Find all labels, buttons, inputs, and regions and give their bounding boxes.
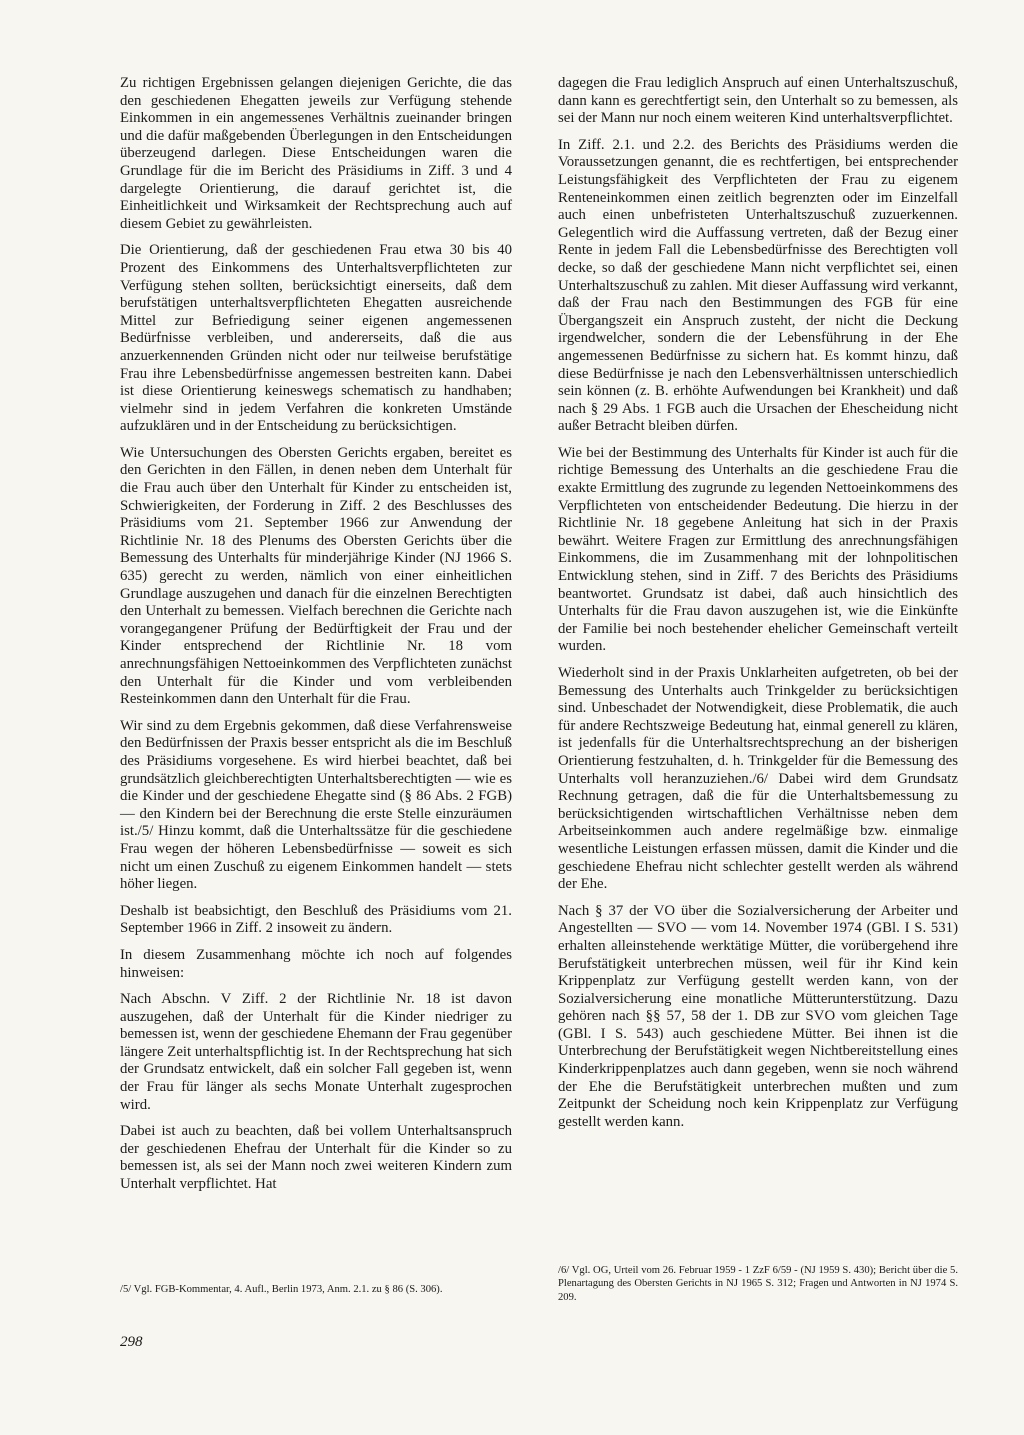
- left-column: [120, 75, 512, 1203]
- left-paragraph-8: Dabei ist auch zu beachten, daß bei vollem Unterhaltsanspruch der geschiedenen Ehefrau der Unterhalt für die Kinder so zu bemessen ist, als sei der Mann noch zwei weiteren Kindern zum Unterhalt verpflichtet. Hat: [120, 1123, 512, 1193]
- left-paragraph-5: Deshalb ist beabsichtigt, den Beschluß des Präsidiums vom 21. September 1966 in Ziff. 2 insoweit zu ändern.: [120, 902, 512, 937]
- right-paragraph-4: Wiederholt sind in der Praxis Unklarheiten aufgetreten, ob bei der Bemessung des Unterhalts auch Trinkgelder zu berücksichtigen sind. Unbeschadet der Notwendigkeit, diese Problematik, die auch für andere Rechtszweige Bedeutung hat, einmal generell zu klären, ist jedenfalls für die Unterhaltsrechtsprechung an der bisherigen Orientierung festzuhalten, d. h. Trinkgelder für die Bemessung des Unterhalts voll heranzuziehen./6/ Dabei wird dem Grundsatz Rechnung getragen, daß die für die Unterhaltsbemessung zu berücksichtigenden wirtschaftlichen Verhältnisse neben dem Arbeitseinkommen auch andere regelmäßige bzw. einmalige wesentliche Leistungen erfassen müssen, damit die Kinder und die geschiedene Ehefrau nicht schlechter gestellt werden als während der Ehe.: [558, 665, 958, 893]
- left-paragraph-2: Die Orientierung, daß der geschiedenen Frau etwa 30 bis 40 Prozent des Einkommens des Unterhaltsverpflichteten zur Verfügung stehen sollten, berücksichtigt einerseits, daß dem berufstätigen unterhaltsverpflichteten Ehegatten ausreichende Mittel zur Befriedigung seiner eigenen angemessenen Bedürfnisse verbleiben, und andererseits, daß die aus anzuerkennenden Gründen nicht oder nur teilweise berufstätige Frau ihre Lebensbedürfnisse angemessen bestreiten kann. Dabei ist diese Orientierung keineswegs schematisch zu handhaben; vielmehr sind in jedem Verfahren die konkreten Umstände aufzuklären und in der Entscheidung zu berücksichtigen.: [120, 242, 512, 435]
- left-paragraph-4: Wir sind zu dem Ergebnis gekommen, daß diese Verfahrensweise den Bedürfnissen der Praxis besser entspricht als die im Beschluß des Präsidiums vorgesehene. Es wird hierbei beachtet, daß bei grundsätzlich gleichberechtigten Unterhaltsberechtigten — wie es die Kinder und der geschiedene Ehegatte sind (§ 86 Abs. 2 FGB) — den Kindern bei der Berechnung die erste Stelle einzuräumen ist./5/ Hinzu kommt, daß die Unterhaltssätze für die geschiedene Frau wegen der höheren Lebensbedürfnisse — soweit es sich nicht um einen Zuschuß zu eigenem Einkommen handelt — stets höher liegen.: [120, 717, 512, 893]
- right-paragraph-2: In Ziff. 2.1. und 2.2. des Berichts des Präsidiums werden die Voraussetzungen genannt, die es rechtfertigen, bei entsprechender Leistungsfähigkeit des Verpflichteten der Frau zu eigenem Renteneinkommen einen zeitlich begrenzten oder im Einzelfall auch einen unbefristeten Unterhaltszuschuß zuzuerkennen. Gelegentlich wird die Auffassung vertreten, daß der Bezug einer Rente in jedem Fall die Lebensbedürfnisse des Berechtigten voll decke, so daß der geschiedene Mann nicht verpflichtet sei, einen Unterhaltszuschuß zu zahlen. Mit dieser Auffassung wird verkannt, daß der Frau nach den Bestimmungen des FGB für eine Übergangszeit ein Anspruch zusteht, der nicht die Deckung irgendwelcher, sondern die der Lebensführung in der Ehe angemessenen Bedürfnisse zu sichern hat. Es kommt hinzu, daß diese Bedürfnisse je nach den Lebensverhältnissen unterschiedlich sein können (z. B. erhöhte Aufwendungen bei Krankheit) und daß nach § 29 Abs. 1 FGB auch die Ursachen der Ehescheidung nicht außer Betracht bleiben dürfen.: [558, 136, 958, 435]
- left-paragraph-6: In diesem Zusammenhang möchte ich noch auf folgendes hinweisen:: [120, 946, 512, 981]
- left-paragraph-3: Wie Untersuchungen des Obersten Gerichts ergaben, bereitet es den Gerichten in den Fällen, in denen neben dem Unterhalt für die Frau auch über den Unterhalt für Kinder zu entscheiden ist, Schwierigkeiten, der Forderung in Ziff. 2 des Beschlusses des Präsidiums vom 21. September 1966 zur Anwendung der Richtlinie Nr. 18 des Plenums des Obersten Gerichts über die Bemessung des Unterhalts für minderjährige Kinder (NJ 1966 S. 635) gerecht zu werden, nämlich von einer einheitlichen Grundlage auszugehen und danach für die einzelnen Berechtigten den Unterhalt zu bemessen. Vielfach berechnen die Gerichte nach vorangegangener Prüfung der Bedürftigkeit der Frau und der Kinder entsprechend der Richtlinie Nr. 18 vom anrechnungsfähigen Nettoeinkommen des Verpflichteten zunächst den Unterhalt für die Kinder und vom verbleibenden Resteinkommen dann den Unterhalt für die Frau.: [120, 444, 512, 708]
- left-paragraph-1: Zu richtigen Ergebnissen gelangen diejenigen Gerichte, die das den geschiedenen Ehegatten jeweils zur Verfügung stehende Einkommen in ein angemessenes Verhältnis zueinander bringen und die dafür maßgebenden Überlegungen in den Entscheidungen überzeugend darlegen. Diese Entscheidungen waren die Grundlage für die im Bericht des Präsidiums in Ziff. 3 und 4 dargelegte Orientierung, die darauf gerichtet ist, die Einheitlichkeit und Wirksamkeit der Rechtsprechung auch auf diesem Gebiet zu gewährleisten.: [120, 75, 512, 232]
- left-paragraph-7: Nach Abschn. V Ziff. 2 der Richtlinie Nr. 18 ist davon auszugehen, daß der Unterhalt für die Kinder niedriger zu bemessen ist, wenn der geschiedene Ehemann der Frau gegenüber längere Zeit unterhaltspflichtig ist. In der Rechtsprechung hat sich der Grundsatz entwickelt, daß ein solcher Fall gegeben ist, wenn der Frau für länger als sechs Monate Unterhalt zugesprochen wird.: [120, 991, 512, 1113]
- right-paragraph-3: Wie bei der Bestimmung des Unterhalts für Kinder ist auch für die richtige Bemessung des Unterhalts an die geschiedene Frau die exakte Ermittlung des zugrunde zu legenden Nettoeinkommens des Verpflichteten von entscheidender Bedeutung. Die hierzu in der Richtlinie Nr. 18 gegebene Anleitung hat sich in der Praxis bewährt. Weitere Fragen zur Ermittlung des anrechnungsfähigen Einkommens, die im Zusammenhang mit der lohnpolitischen Entwicklung stehen, sind in Ziff. 7 des Berichts des Präsidiums beantwortet. Grundsatz ist dabei, daß auch hinsichtlich des Unterhalts für die Frau davon auszugehen ist, wie die Einkünfte der Familie bei noch bestehender ehelicher Gemeinschaft verteilt wurden.: [558, 444, 958, 655]
- right-paragraph-1: dagegen die Frau lediglich Anspruch auf einen Unterhaltszuschuß, dann kann es gerechtfertigt sein, den Unterhalt so zu bemessen, als sei der Mann nur noch einem weiteren Kind unterhaltsverpflichtet.: [558, 75, 958, 127]
- page-number: 298: [120, 1334, 143, 1350]
- right-paragraph-5: Nach § 37 der VO über die Sozialversicherung der Arbeiter und Angestellten — SVO — vom 14. November 1974 (GBl. I S. 531) erhalten alleinstehende werktätige Mütter, die vorübergehend ihre Berufstätigkeit unterbrechen müssen, weil für ihr Kind kein Krippenplatz zur Verfügung gestellt werden kann, von der Sozialversicherung eine monatliche Mütterunterstützung. Dazu gehören nach §§ 57, 58 der 1. DB zur SVO vom gleichen Tage (GBl. I S. 543) auch geschiedene Mütter. Bei ihnen ist die Unterbrechung der Berufstätigkeit wegen Nichtbereitstellung eines Kinderkrippenplatzes auch dann gegeben, wenn sie noch während der Ehe die Berufstätigkeit unterbrechen mußten und zum Zeitpunkt der Scheidung noch kein Krippenplatz zur Verfügung gestellt werden kann.: [558, 902, 958, 1130]
- footnote-6: /6/ Vgl. OG, Urteil vom 26. Februar 1959 - 1 ZzF 6/59 - (NJ 1959 S. 430); Bericht über die 5. Plenartagung des Obersten Gerichts in NJ 1965 S. 312; Fragen und Antworten in NJ 1974 S. 209.: [558, 1265, 958, 1303]
- footnote-5: /5/ Vgl. FGB-Kommentar, 4. Aufl., Berlin 1973, Anm. 2.1. zu § 86 (S. 306).: [120, 1284, 443, 1295]
- right-column: [558, 75, 958, 1140]
